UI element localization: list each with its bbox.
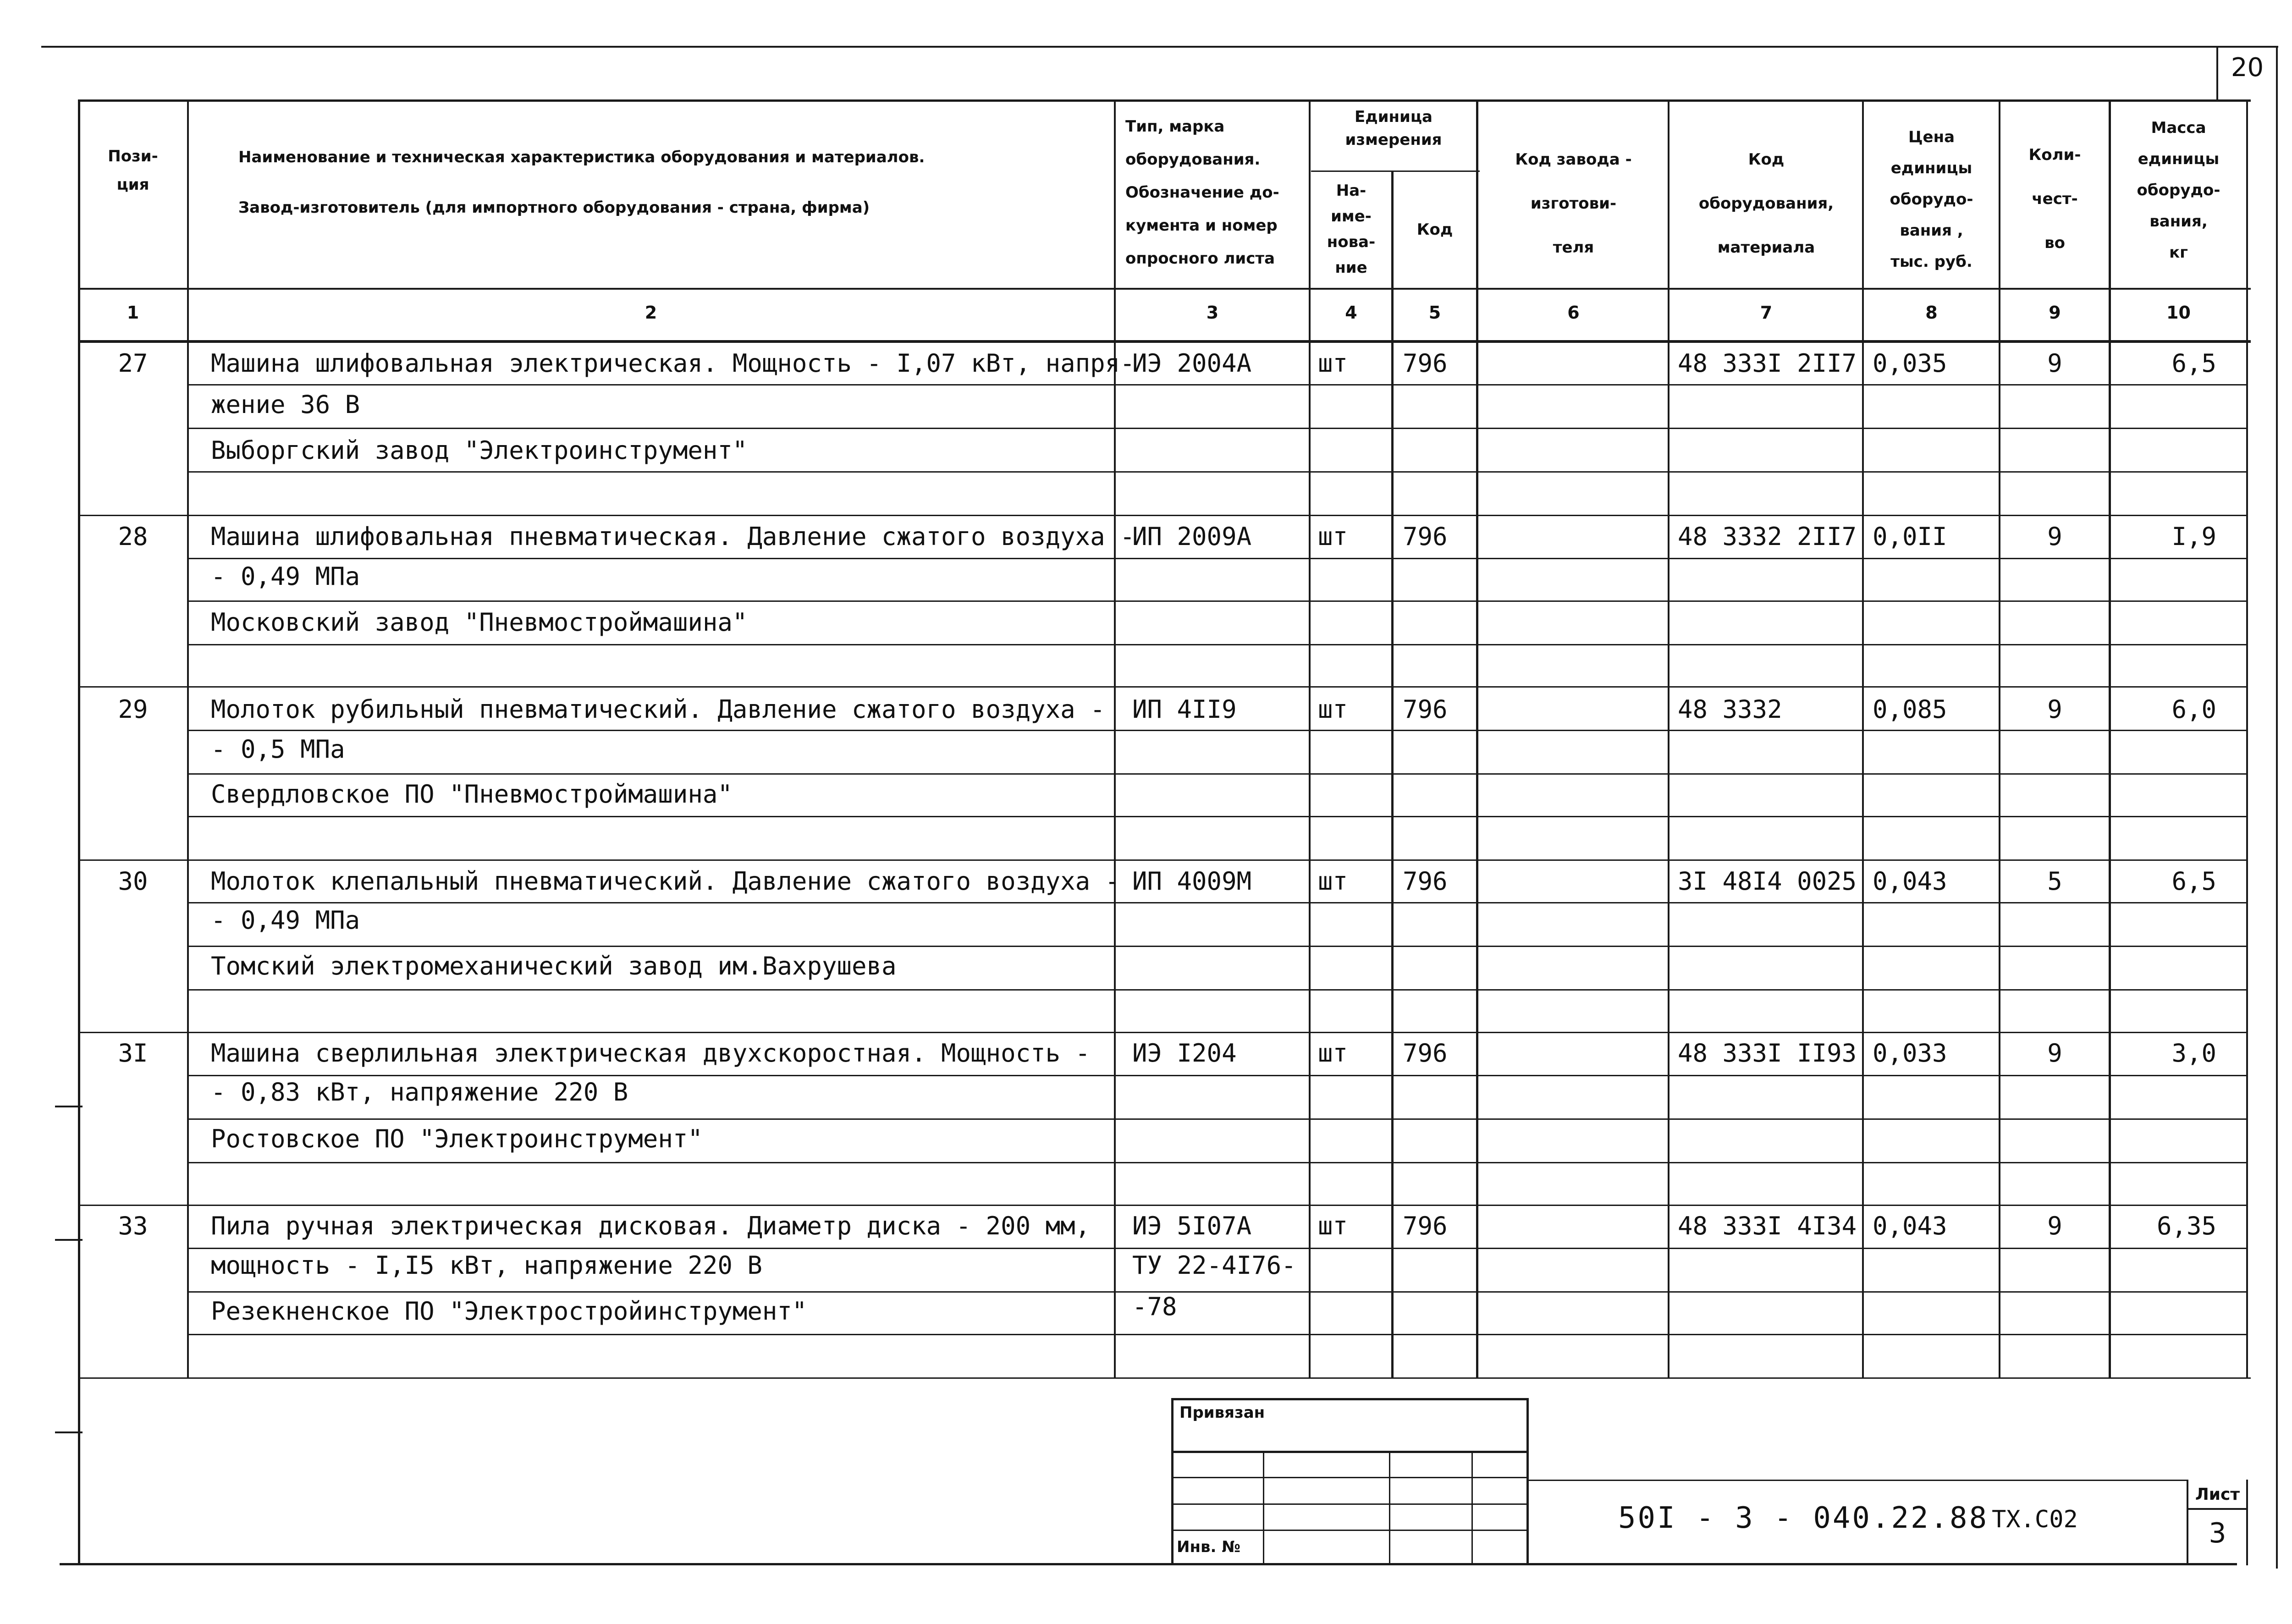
item-mass: 6,5 xyxy=(2171,867,2216,896)
sheet-label: Лист xyxy=(2195,1485,2240,1504)
header-position: Пози- ция xyxy=(108,147,158,194)
item-factory: Томский электромеханический завод им.Вахрушева xyxy=(211,952,897,980)
item-quantity: 9 xyxy=(2047,1211,2062,1240)
sheet-value: 3 xyxy=(2209,1517,2226,1549)
stamp-line-b xyxy=(1171,1477,1529,1478)
item-mass: 6,5 xyxy=(2171,349,2216,378)
table-bottom-line xyxy=(78,1377,2251,1379)
row-line xyxy=(187,428,2246,429)
sheet-box-bottom-mid xyxy=(2187,1508,2246,1510)
item-position: 30 xyxy=(118,867,148,896)
item-quantity: 9 xyxy=(2047,349,2062,378)
item-name-line2: мощность - I,I5 кВт, напряжение 220 В xyxy=(211,1251,762,1280)
item-name-line2: - 0,83 кВт, напряжение 220 В xyxy=(211,1078,628,1107)
item-type: ИЭ I204 xyxy=(1132,1039,1237,1068)
header-unit-group: Единица измерения xyxy=(1345,108,1442,149)
stamp-linked-label: Привязан xyxy=(1179,1404,1265,1422)
item-position: 27 xyxy=(118,349,148,378)
item-name-line1: Машина шлифовальная пневматическая. Давление сжатого воздуха - xyxy=(211,522,1135,551)
column-number: 4 xyxy=(1345,303,1357,323)
column-number: 6 xyxy=(1567,303,1580,323)
item-name-line1: Молоток рубильный пневматический. Давление сжатого воздуха - xyxy=(211,695,1105,724)
item-quantity: 9 xyxy=(2047,1039,2062,1068)
item-unit-code: 796 xyxy=(1403,522,1448,551)
row-line xyxy=(78,1205,2246,1206)
item-name-line2: жение 36 В xyxy=(211,390,360,419)
item-price: 0,043 xyxy=(1873,1211,1947,1240)
column-number: 1 xyxy=(127,303,139,323)
row-line xyxy=(78,515,2246,516)
sheet-number-top: 20 xyxy=(2231,53,2264,83)
item-unit: шт xyxy=(1318,1039,1348,1068)
sheet-box-bottom-left xyxy=(2187,1480,2188,1565)
item-price: 0,085 xyxy=(1873,695,1947,724)
stamp-top-line xyxy=(1171,1398,1529,1400)
stamp-right-line xyxy=(1526,1398,1529,1564)
stamp-col-c xyxy=(1471,1451,1473,1564)
item-name-line1: Молоток клепальный пневматический. Давление сжатого воздуха - xyxy=(211,867,1120,896)
item-type-line2: ТУ 22-4I76- xyxy=(1132,1251,1296,1280)
column-number: 10 xyxy=(2166,303,2191,323)
column-number: 8 xyxy=(1925,303,1938,323)
item-type: ИП 4009М xyxy=(1132,867,1252,896)
header-name-line1: Наименование и техническая характеристика оборудования и материалов. xyxy=(238,148,925,166)
header-type: Тип, марка оборудования. Обозначение до- кумента и номер опросного листа xyxy=(1125,117,1279,268)
top-border-line xyxy=(41,46,2278,48)
item-factory: Московский завод "Пневмостроймашина" xyxy=(211,608,748,637)
header-unit-name: На- име- нова- ние xyxy=(1327,182,1376,277)
item-price: 0,043 xyxy=(1873,867,1947,896)
stamp-line-a xyxy=(1171,1451,1529,1453)
sheet-box-right xyxy=(2276,46,2278,101)
stamp-left-line xyxy=(1171,1398,1174,1564)
row-line xyxy=(187,1162,2246,1163)
item-unit: шт xyxy=(1318,695,1348,724)
item-quantity: 9 xyxy=(2047,695,2062,724)
item-equipment-code: 48 333I II93 xyxy=(1678,1039,1857,1068)
row-line xyxy=(78,686,2246,688)
item-name-line2: - 0,49 МПа xyxy=(211,906,360,935)
item-unit-code: 796 xyxy=(1403,695,1448,724)
row-line xyxy=(78,859,2246,861)
column-number: 5 xyxy=(1428,303,1441,323)
stamp-col-a xyxy=(1263,1451,1264,1564)
row-line xyxy=(187,816,2246,817)
header-name-line2: Завод-изготовитель (для импортного оборудования - страна, фирма) xyxy=(238,198,870,217)
item-name-line1: Машина сверлильная электрическая двухскоростная. Мощность - xyxy=(211,1039,1091,1068)
col-line-7 xyxy=(1862,99,1864,1378)
item-name-line2: - 0,49 МПа xyxy=(211,562,360,591)
item-mass: 6,35 xyxy=(2156,1211,2216,1240)
item-factory: Выборгский завод "Электроинструмент" xyxy=(211,436,748,465)
item-type-line3: -78 xyxy=(1132,1292,1177,1321)
item-price: 0,033 xyxy=(1873,1039,1947,1068)
col-line-1 xyxy=(187,99,189,1378)
row-line xyxy=(187,558,2246,559)
col-line-5 xyxy=(1476,99,1478,1378)
sheet-box-bottom-right xyxy=(2246,1480,2248,1565)
item-equipment-code: 3I 48I4 0025 xyxy=(1678,867,1857,896)
item-price: 0,035 xyxy=(1873,349,1947,378)
item-name-line1: Пила ручная электрическая дисковая. Диаметр диска - 200 мм, xyxy=(211,1211,1091,1240)
colnum-bottom-line xyxy=(78,340,2251,343)
header-unit-code: Код xyxy=(1416,220,1453,239)
header-factory-code: Код завода - изготови- теля xyxy=(1515,150,1632,257)
stamp-linked-block xyxy=(1171,1398,1529,1564)
item-position: 29 xyxy=(118,695,148,724)
doc-suffix: ТХ.С02 xyxy=(1992,1506,2078,1533)
row-line xyxy=(187,730,2246,731)
doc-row-top-line xyxy=(1529,1480,2187,1481)
item-unit: шт xyxy=(1318,522,1348,551)
col-line-8 xyxy=(1999,99,2000,1378)
row-line xyxy=(187,471,2246,473)
item-name-line2: - 0,5 МПа xyxy=(211,735,345,764)
item-unit-code: 796 xyxy=(1403,867,1448,896)
item-type: ИЭ 5I07А xyxy=(1132,1211,1252,1240)
item-unit-code: 796 xyxy=(1403,349,1448,378)
item-mass: I,9 xyxy=(2171,522,2216,551)
item-mass: 3,0 xyxy=(2171,1039,2216,1068)
item-position: 28 xyxy=(118,522,148,551)
item-equipment-code: 48 333I 4I34 xyxy=(1678,1211,1857,1240)
doc-code: 50I - 3 - 040.22.88 xyxy=(1618,1501,1989,1535)
header-quantity: Коли- чест- во xyxy=(2028,146,2081,252)
item-factory: Ростовское ПО "Электроинструмент" xyxy=(211,1124,703,1153)
row-line xyxy=(187,989,2246,991)
item-unit-code: 796 xyxy=(1403,1211,1448,1240)
col-line-6 xyxy=(1668,99,1669,1378)
item-unit: шт xyxy=(1318,867,1348,896)
item-unit: шт xyxy=(1318,1211,1348,1240)
item-name-line1: Машина шлифовальная электрическая. Мощность - I,07 кВт, напря- xyxy=(211,349,1135,378)
col-line-9 xyxy=(2109,99,2111,1378)
item-type: ИП 2009А xyxy=(1132,522,1252,551)
col-line-2 xyxy=(1114,99,1116,1378)
item-unit: шт xyxy=(1318,349,1348,378)
item-type: ИЭ 2004А xyxy=(1132,349,1252,378)
col-line-3 xyxy=(1309,99,1311,1378)
column-number: 7 xyxy=(1760,303,1773,323)
item-price: 0,0II xyxy=(1873,522,1947,551)
row-line xyxy=(187,644,2246,645)
sheet-box-left xyxy=(2216,46,2218,101)
item-equipment-code: 48 3332 2II7 xyxy=(1678,522,1857,551)
stamp-line-c xyxy=(1171,1503,1529,1505)
row-line xyxy=(78,1032,2246,1033)
item-factory: Резекненское ПО "Электростройинструмент" xyxy=(211,1297,807,1326)
row-line xyxy=(187,600,2246,602)
column-number: 9 xyxy=(2049,303,2061,323)
row-line xyxy=(187,1334,2246,1335)
item-type: ИП 4II9 xyxy=(1132,695,1237,724)
item-unit-code: 796 xyxy=(1403,1039,1448,1068)
item-equipment-code: 48 333I 2II7 xyxy=(1678,349,1857,378)
item-position: 33 xyxy=(118,1211,148,1240)
item-quantity: 5 xyxy=(2047,867,2062,896)
table-top-line xyxy=(78,99,2251,102)
row-line xyxy=(187,902,2246,903)
stamp-inv-label: Инв. № xyxy=(1177,1538,1241,1556)
item-mass: 6,0 xyxy=(2171,695,2216,724)
item-equipment-code: 48 3332 xyxy=(1678,695,1782,724)
unit-group-divider xyxy=(1311,171,1480,172)
page-bottom-line xyxy=(60,1563,2237,1565)
header-price: Цена единицы оборудо- вания , тыс. руб. xyxy=(1890,128,1973,271)
row-line xyxy=(187,384,2246,385)
header-mid-line xyxy=(78,288,2251,290)
column-number: 3 xyxy=(1206,303,1219,323)
header-equipment-code: Код оборудования, материала xyxy=(1698,150,1834,257)
stamp-col-b xyxy=(1389,1451,1390,1564)
column-number: 2 xyxy=(645,303,657,323)
page-right-line xyxy=(2276,99,2278,1569)
item-factory: Свердловское ПО "Пневмостроймашина" xyxy=(211,780,733,809)
header-mass: Масса единицы оборудо- вания, кг xyxy=(2137,119,2220,262)
item-quantity: 9 xyxy=(2047,522,2062,551)
col-line-10 xyxy=(2246,99,2248,1378)
stamp-line-d xyxy=(1171,1530,1529,1531)
item-position: 3I xyxy=(118,1039,148,1068)
